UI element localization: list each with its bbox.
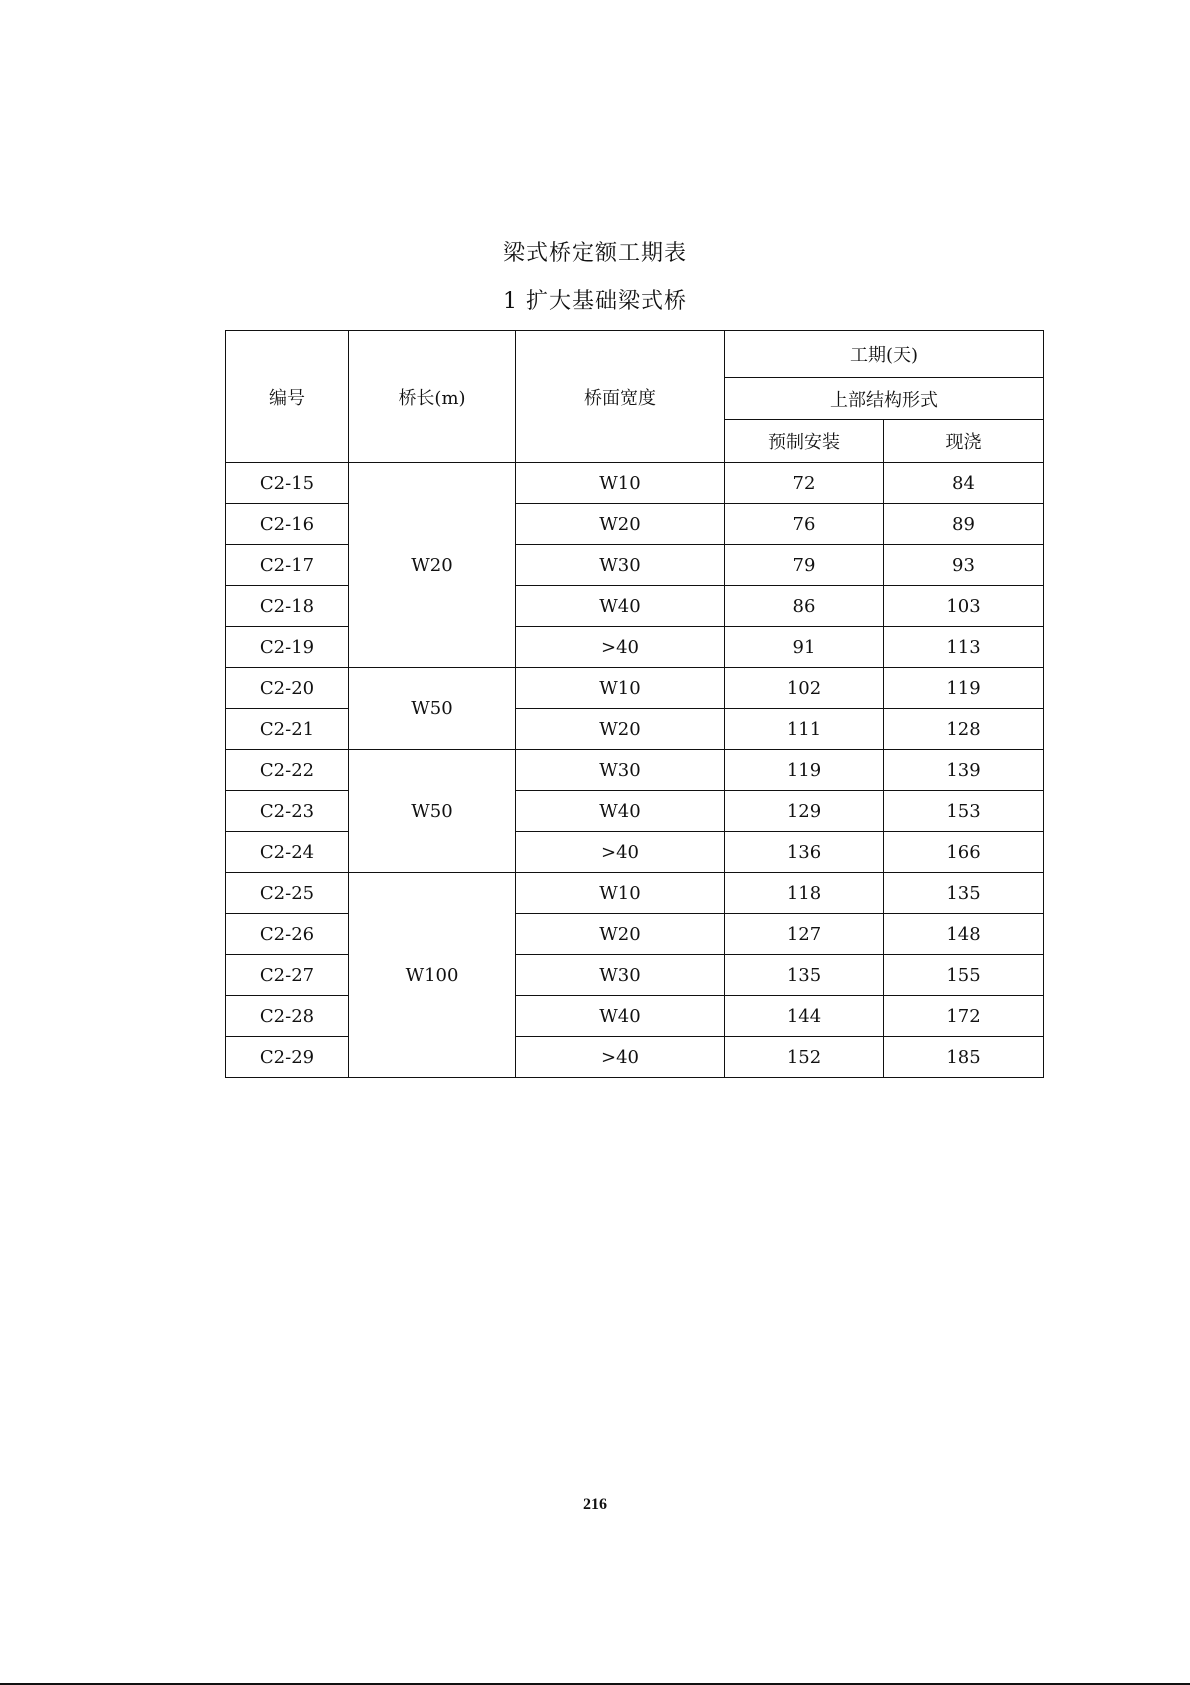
cell-cast-in-place: 148 <box>884 914 1044 955</box>
cell-cast-in-place: 119 <box>884 668 1044 709</box>
cell-precast: 102 <box>725 668 884 709</box>
table-row <box>226 545 1044 586</box>
cell-bridge-length: W20 <box>349 463 516 668</box>
table-row <box>226 832 1044 873</box>
cell-precast: 144 <box>725 996 884 1037</box>
cell-deck-width: W30 <box>516 955 725 996</box>
cell-code: C2-25 <box>226 873 349 914</box>
cell-cast-in-place: 113 <box>884 627 1044 668</box>
table-row <box>226 1037 1044 1078</box>
cell-precast: 136 <box>725 832 884 873</box>
cell-precast: 91 <box>725 627 884 668</box>
header-superstructure: 上部结构形式 <box>725 378 1044 420</box>
table-row <box>226 791 1044 832</box>
cell-code: C2-26 <box>226 914 349 955</box>
cell-cast-in-place: 89 <box>884 504 1044 545</box>
cell-code: C2-20 <box>226 668 349 709</box>
cell-precast: 135 <box>725 955 884 996</box>
table-row <box>226 709 1044 750</box>
cell-deck-width: W40 <box>516 996 725 1037</box>
cell-bridge-length: W100 <box>349 873 516 1078</box>
cell-precast: 76 <box>725 504 884 545</box>
cell-cast-in-place: 155 <box>884 955 1044 996</box>
cell-code: C2-19 <box>226 627 349 668</box>
table-row <box>226 750 1044 791</box>
cell-cast-in-place: 135 <box>884 873 1044 914</box>
cell-code: C2-15 <box>226 463 349 504</box>
cell-code: C2-29 <box>226 1037 349 1078</box>
cell-deck-width: W20 <box>516 709 725 750</box>
table-row <box>226 504 1044 545</box>
cell-code: C2-27 <box>226 955 349 996</box>
table-row <box>226 463 1044 504</box>
table-row <box>226 955 1044 996</box>
cell-cast-in-place: 84 <box>884 463 1044 504</box>
cell-precast: 118 <box>725 873 884 914</box>
table-body <box>226 463 1044 1078</box>
cell-deck-width: W30 <box>516 545 725 586</box>
table-row <box>226 914 1044 955</box>
page-title: 梁式桥定额工期表 <box>502 241 687 266</box>
table-row <box>226 668 1044 709</box>
cell-deck-width: >40 <box>516 832 725 873</box>
header-cast-in-place: 现浇 <box>884 420 1044 463</box>
cell-precast: 129 <box>725 791 884 832</box>
table-header <box>226 331 1044 463</box>
cell-precast: 86 <box>725 586 884 627</box>
cell-cast-in-place: 128 <box>884 709 1044 750</box>
cell-code: C2-18 <box>226 586 349 627</box>
cell-code: C2-17 <box>226 545 349 586</box>
table-row <box>226 627 1044 668</box>
cell-code: C2-16 <box>226 504 349 545</box>
section-title: 1 扩大基础梁式桥 <box>503 289 687 314</box>
cell-code: C2-21 <box>226 709 349 750</box>
cell-precast: 111 <box>725 709 884 750</box>
cell-deck-width: W10 <box>516 668 725 709</box>
cell-cast-in-place: 166 <box>884 832 1044 873</box>
table-row <box>226 996 1044 1037</box>
cell-deck-width: W40 <box>516 791 725 832</box>
cell-bridge-length: W50 <box>349 750 516 873</box>
cell-deck-width: W20 <box>516 914 725 955</box>
cell-deck-width: W40 <box>516 586 725 627</box>
cell-deck-width: W10 <box>516 463 725 504</box>
cell-precast: 119 <box>725 750 884 791</box>
cell-deck-width: >40 <box>516 1037 725 1078</box>
duration-table <box>225 330 1044 1078</box>
cell-precast: 79 <box>725 545 884 586</box>
cell-deck-width: W20 <box>516 504 725 545</box>
cell-code: C2-24 <box>226 832 349 873</box>
header-bridge-length: 桥长(m) <box>349 331 516 463</box>
cell-deck-width: W30 <box>516 750 725 791</box>
header-duration: 工期(天) <box>725 331 1044 378</box>
cell-code: C2-22 <box>226 750 349 791</box>
cell-bridge-length: W50 <box>349 668 516 750</box>
cell-cast-in-place: 103 <box>884 586 1044 627</box>
cell-code: C2-28 <box>226 996 349 1037</box>
cell-cast-in-place: 185 <box>884 1037 1044 1078</box>
header-code: 编号 <box>226 331 349 463</box>
cell-deck-width: >40 <box>516 627 725 668</box>
table-row <box>226 586 1044 627</box>
cell-cast-in-place: 172 <box>884 996 1044 1037</box>
cell-precast: 72 <box>725 463 884 504</box>
cell-precast: 127 <box>725 914 884 955</box>
cell-precast: 152 <box>725 1037 884 1078</box>
table-row <box>226 873 1044 914</box>
cell-deck-width: W10 <box>516 873 725 914</box>
header-precast: 预制安装 <box>725 420 884 463</box>
cell-cast-in-place: 139 <box>884 750 1044 791</box>
page-number: 216 <box>583 1496 607 1513</box>
cell-code: C2-23 <box>226 791 349 832</box>
header-deck-width: 桥面宽度 <box>516 331 725 463</box>
cell-cast-in-place: 93 <box>884 545 1044 586</box>
cell-cast-in-place: 153 <box>884 791 1044 832</box>
